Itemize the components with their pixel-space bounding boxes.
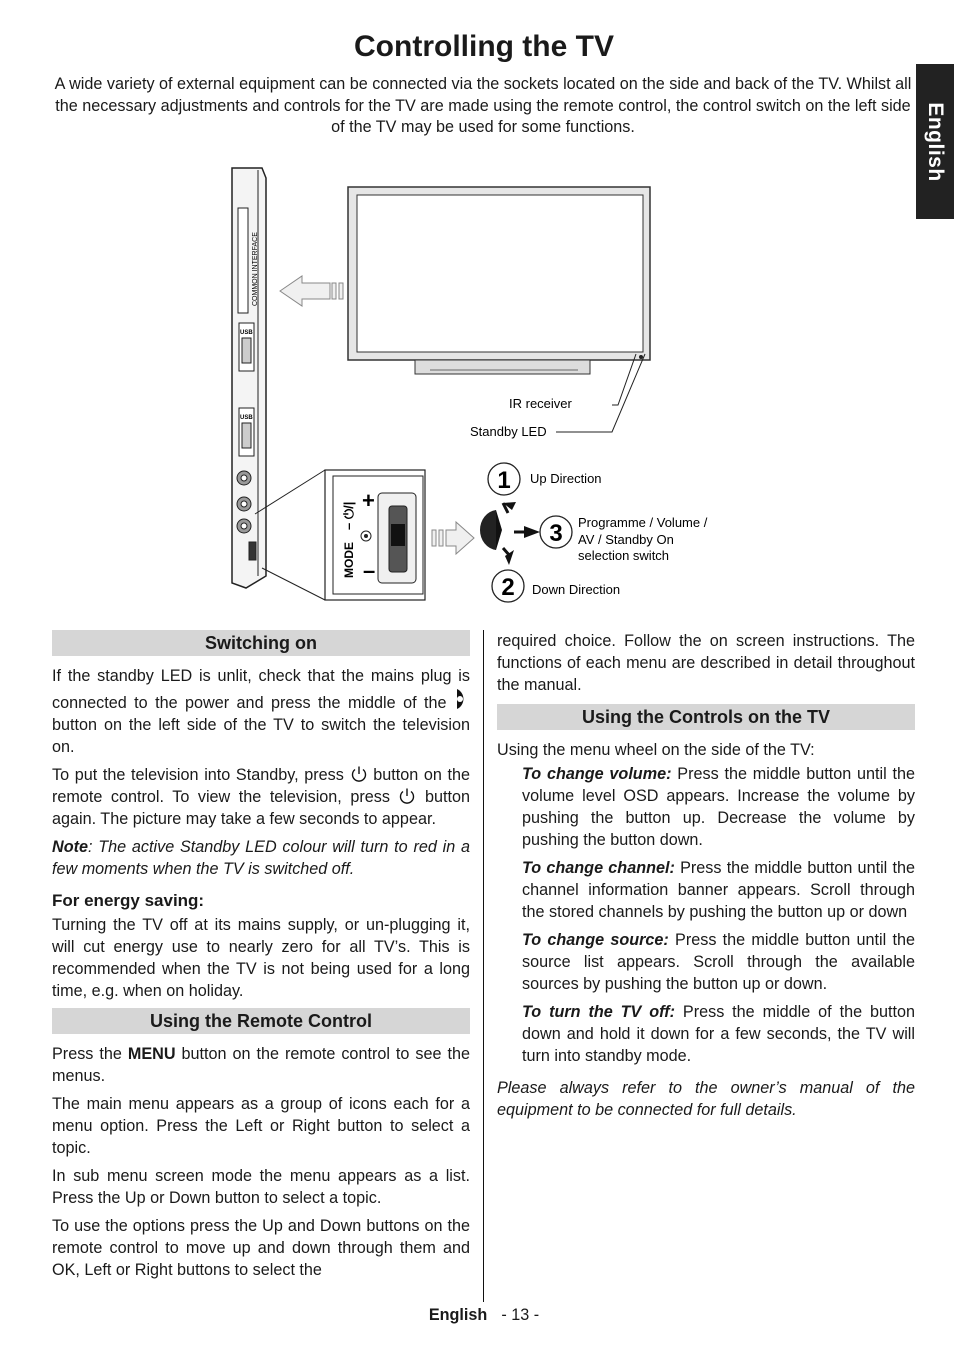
note-label: Note <box>52 838 88 856</box>
volume-instruction <box>497 763 915 851</box>
control-panel-zoom <box>325 470 425 600</box>
power-icon <box>350 765 368 783</box>
ci-label: COMMON INTERFACE <box>252 232 259 306</box>
source-instruction <box>497 929 915 995</box>
down-direction-label: Down Direction <box>532 582 621 597</box>
channel-text: Press the middle button until the channel information banner appears. Scroll through the stored channels by pushing the button up or down <box>522 859 915 921</box>
up-number: 1 <box>497 467 511 494</box>
volume-text: Press the middle button until the volume level OSD appears. Increase the volume by pushing the button up. Decrease the volume by pushing the button down. <box>522 765 916 849</box>
control-switch-icon <box>454 687 470 711</box>
switching-on-p2-a: To put the television into Standby, press <box>52 766 344 784</box>
switching-on-heading: Switching on <box>52 630 470 656</box>
channel-label: To change channel: <box>522 859 675 877</box>
mode-label: MODE <box>342 542 356 578</box>
switching-on-p2-c: button again. The picture may take a few seconds to appear. <box>52 788 471 828</box>
usb-label-1: USB <box>240 330 253 336</box>
note-text: : The active Standby LED colour will turn to red in a few moments when the TV is switched off. <box>52 838 470 878</box>
select-label-line1: Programme / Volume / <box>578 515 708 530</box>
controls-intro: Using the menu wheel on the side of the TV: <box>497 741 815 759</box>
remote-p1-b: button on the remote control to see the menus. <box>52 1045 470 1085</box>
turn-off-text: Press the middle of the button down and hold it down for a few seconds, the TV will turn into standby mode. <box>522 1003 915 1065</box>
switching-on-p2-b: button on the remote control. To view the television, press <box>52 766 471 806</box>
footer-language: English <box>428 1306 488 1324</box>
remote-p1-a: Press the <box>52 1045 122 1063</box>
tv-side-panel <box>232 168 266 588</box>
usb-label-2: USB <box>240 415 253 421</box>
tv-front <box>348 187 650 374</box>
standby-note <box>52 836 470 880</box>
switching-on-p1-a: If the standby LED is unlit, check that the mains plug is connected to the power and press the middle of the <box>52 667 470 712</box>
turn-off-instruction <box>497 1001 915 1067</box>
up-direction-label: Up Direction <box>530 471 602 486</box>
remote-p3: In sub menu screen mode the menu appears as a list. Press the Up or Down button to select a topic. <box>52 1167 470 1207</box>
select-label-line3: selection switch <box>578 548 670 563</box>
source-label: To change source: <box>522 931 669 949</box>
power-icon <box>398 787 416 805</box>
left-arrow-icon <box>280 276 343 306</box>
language-tab-label: English <box>924 101 947 182</box>
energy-text: Turning the TV off at its mains supply, or un-plugging it, will cut energy use to nearly zero for all TV’s. This is recommended when the TV is not being used for a long time, e.g. when on holiday. <box>52 916 470 1000</box>
volume-label: To change volume: <box>522 765 672 783</box>
right-column <box>497 630 915 1127</box>
tv-diagram <box>0 158 954 613</box>
channel-instruction <box>497 857 915 923</box>
mode-symbol: – ⏻/| <box>341 501 356 530</box>
right-arrow-icon <box>432 522 474 554</box>
switching-on-p1 <box>52 665 470 758</box>
switching-on-p1-b: button on the left side of the TV to switch the television on. <box>52 716 470 756</box>
closing-note: Please always refer to the owner’s manual of the equipment to be connected for full details. <box>497 1079 915 1119</box>
ir-receiver-label: IR receiver <box>509 396 572 411</box>
remote-p4-continued: required choice. Follow the on screen instructions. The functions of each menu are described in detail throughout the manual. <box>497 632 915 694</box>
control-wheel-icon <box>480 502 540 565</box>
standby-led-label: Standby LED <box>470 424 547 439</box>
source-text: Press the middle button until the source list appears. Scroll through the available sources by pushing the button up or down. <box>522 931 915 993</box>
minus-icon: – <box>363 558 376 583</box>
intro-text: A wide variety of external equipment can be connected via the sockets located on the side and back of the TV. Whilst all the necessary adjustments and controls for the TV are made using the remote control, the control switch on the left side of the TV may be used for some functions. <box>54 75 912 136</box>
energy-heading: For energy saving: <box>52 891 205 910</box>
down-number: 2 <box>501 574 515 601</box>
remote-p2: The main menu appears as a group of icons each for a menu option. Press the Left or Right button to select a topic. <box>52 1095 470 1157</box>
page-footer <box>0 1306 954 1325</box>
column-divider <box>483 630 484 1302</box>
remote-p4: To use the options press the Up and Down buttons on the remote control to move up and down through them and OK, Left or Right buttons to select the <box>52 1217 470 1279</box>
remote-p1 <box>52 1043 470 1087</box>
plus-icon: + <box>362 488 375 513</box>
turn-off-label: To turn the TV off: <box>522 1003 675 1021</box>
left-column <box>52 630 470 1287</box>
remote-heading: Using the Remote Control <box>52 1008 470 1034</box>
switching-on-p2 <box>52 764 470 830</box>
page-title: Controlling the TV <box>354 30 614 63</box>
page-number: - 13 - <box>501 1306 540 1324</box>
menu-keyword: MENU <box>127 1045 176 1063</box>
controls-heading: Using the Controls on the TV <box>497 704 915 730</box>
select-number: 3 <box>549 520 563 547</box>
select-label-line2: AV / Standby On <box>578 532 674 547</box>
